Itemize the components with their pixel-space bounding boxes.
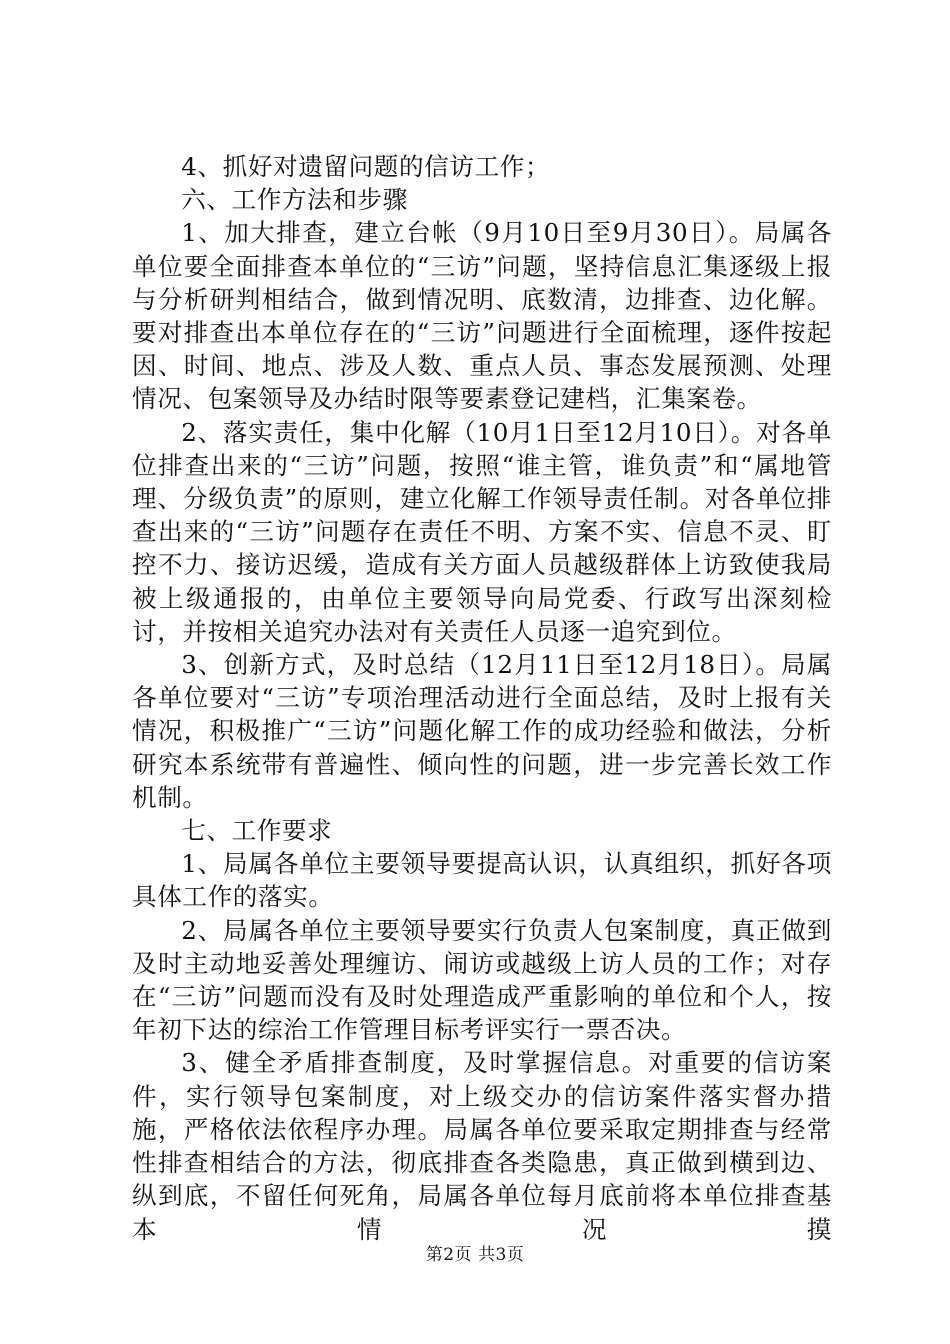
paragraph-investigation: 1、加大排查，建立台帐（9月10日至9月30日）。局属各单位要全面排查本单位的“三访”问题，坚持信息汇集逐级上报与分析研判相结合，做到情况明、底数清，边排查、边化解。要对排查出本单位存在的“三访”问题进行全面梳理，逐件按起因、时间、地点、涉及人数、重点人员、事态发展预测、处理情况、包案领导及办结时限等要素登记建档，汇集案卷。	[132, 218, 832, 414]
paragraph-summary: 3、创新方式，及时总结（12月11日至12月18日）。局属各单位要对“三访”专项治理活动进行全面总结，及时上报有关情况，积极推广“三访”问题化解工作的成功经验和做法，分析研究本系统带有普遍性、倾向性的问题，进一步完善长效工作机制。	[132, 650, 832, 812]
paragraph-item-4: 4、抓好对遗留问题的信访工作；	[181, 152, 551, 181]
paragraph-requirement-2: 2、局属各单位主要领导要实行负责人包案制度，真正做到及时主动地妥善处理缠访、闹访或越级上访人员的工作；对存在“三访”问题而没有及时处理造成严重影响的单位和个人，按年初下达的综治工作管理目标考评实行一票否决。	[132, 915, 832, 1045]
section-heading-requirements: 七、工作要求	[181, 816, 333, 846]
paragraph-requirement-1: 1、局属各单位主要领导要提高认识，认真组织，抓好各项具体工作的落实。	[132, 849, 832, 912]
paragraph-responsibility: 2、落实责任，集中化解（10月1日至12月10日）。对各单位排查出来的“三访”问题，按照“谁主管，谁负责”和“属地管理、分级负责”的原则，建立化解工作领导责任制。对各单位排查出来的“三访”问题存在责任不明、方案不实、信息不灵、盯控不力、接访迟缓，造成有关方面人员越级群体上访致使我局被上级通报的，由单位主要领导向局党委、行政写出深刻检讨，并按相关追究办法对有关责任人员逐一追究到位。	[132, 417, 832, 646]
page-footer: 第2页 共3页	[425, 1245, 525, 1265]
paragraph-requirement-3: 3、健全矛盾排查制度，及时掌握信息。对重要的信访案件，实行领导包案制度，对上级交办的信访案件落实督办措施，严格依法依程序办理。局属各单位要采取定期排查与经常性排查相结合的方法，彻底排查各类隐患，真正做到横到边、纵到底，不留任何死角，局属各单位每月底前将本单位排查基本情况摸	[132, 1048, 832, 1244]
document-body	[132, 150, 832, 1246]
section-heading-methods: 六、工作方法和步骤	[181, 185, 408, 215]
